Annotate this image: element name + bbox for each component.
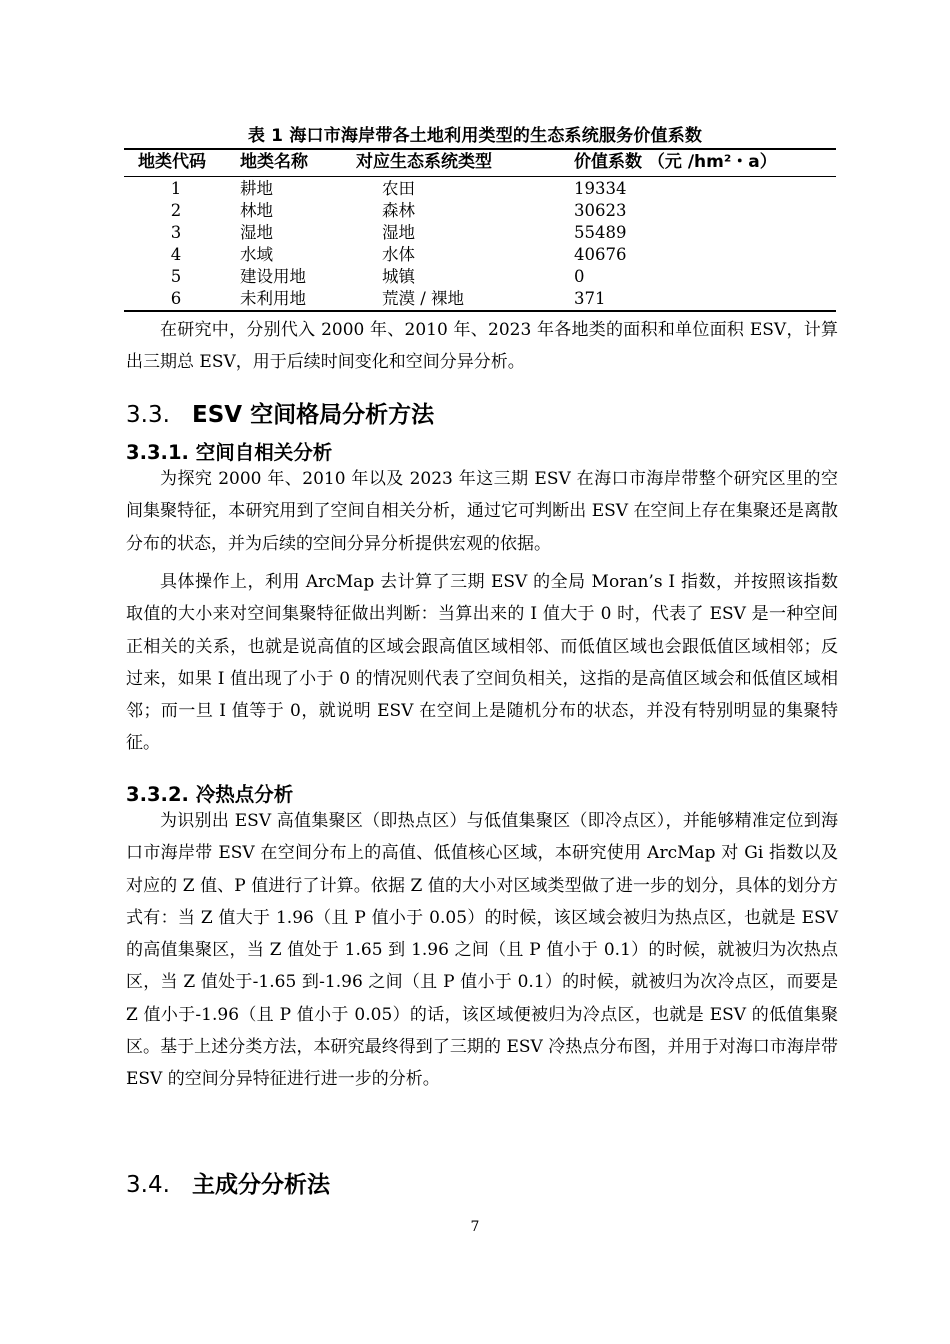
cell-ecosystem: 农田 [382,179,415,198]
cell-code: 4 [170,245,182,264]
cell-ecosystem: 森林 [382,201,415,220]
section-number: 3.3. [126,402,170,428]
subsection-heading-3-3-2: 3.3.2. 冷热点分析 [126,783,294,806]
cell-name: 建设用地 [240,267,306,286]
paragraph-hotspot-analysis: 为识别出 ESV 高值集聚区（即热点区）与低值集聚区（即冷点区），并能够精准定位到海口市海岸带 ESV 在空间分布上的高值、低值核心区域，本研究使用 ArcMap 对 Gi 指数以及对应的 Z 值、P 值进行了计算。依据 Z 值的大小对区域类型做了进一步的划分，具体的划分方式有：当 Z 值大于 1.96（且 P 值小于 0.05）的时候，该区域会被归为热点区，也就是 ESV 的高值集聚区，当 Z 值处于 1.65 到 1.96 之间（且 P 值小于 0.1）的时候，就被归为次热点区，当 Z 值处于-1.65 到-1.96 之间（且 P 值小于 0.1）的时候，就被归为次冷点区，而要是 Z 值小于-1.96（且 P 值小于 0.05）的话，该区域便被归为冷点区，也就是 ESV 的低值集聚区。基于上述分类方法，本研究最终得到了三期的 ESV 冷热点分布图，并用于对海口市海岸带 ESV 的空间分异特征进行进一步的分析。 [126,811,838,1090]
section-title: ESV 空间格局分析方法 [192,402,435,428]
cell-name: 湿地 [240,223,273,242]
section-number: 3.4. [126,1172,170,1198]
cell-value: 19334 [574,179,627,198]
cell-value: 40676 [574,245,627,264]
table-row [124,200,836,222]
cell-ecosystem: 城镇 [382,267,415,286]
cell-ecosystem: 荒漠 / 裸地 [382,289,465,308]
cell-value: 0 [574,267,585,286]
table-header-row [124,151,836,173]
table-row [124,244,836,266]
header-ecosystem-type: 对应生态系统类型 [356,152,492,172]
paragraph-esv-calculation: 在研究中，分别代入 2000 年、2010 年、2023 年各地类的面积和单位面积 ESV，计算出三期总 ESV，用于后续时间变化和空间分异分析。 [126,320,838,373]
subsection-heading-3-3-1: 3.3.1. 空间自相关分析 [126,441,333,464]
cell-name: 耕地 [240,179,273,198]
cell-code: 1 [170,179,182,198]
section-heading-3-3 [126,396,434,429]
cell-code: 5 [170,267,182,286]
table-row [124,178,836,200]
table-top-rule [124,148,836,150]
header-land-name: 地类名称 [240,152,308,172]
table-caption: 表 1 海口市海岸带各土地利用类型的生态系统服务价值系数 [247,126,703,146]
cell-value: 55489 [574,223,627,242]
paragraph-morans-i: 具体操作上，利用 ArcMap 去计算了三期 ESV 的全局 Moran’s I 指数，并按照该指数取值的大小来对空间集聚特征做出判断：当算出来的 I 值大于 0 时，代表了 ESV 是一种空间正相关的关系，也就是说高值的区域会跟高值区域相邻、而低值区域也会跟低值区域相邻；反过来，如果 I 值出现了小于 0 的情况则代表了空间负相关，这指的是高值区域会和低值区域相邻；而一旦 I 值等于 0，就说明 ESV 在空间上是随机分布的状态，并没有特别明显的集聚特征。 [126,572,838,754]
section-heading-3-4 [126,1166,330,1199]
table-header-rule [124,176,836,177]
cell-value: 30623 [574,201,627,220]
table-row [124,266,836,288]
cell-ecosystem: 水体 [382,245,415,264]
cell-name: 未利用地 [240,289,306,308]
table-row [124,288,836,310]
cell-code: 6 [170,289,182,308]
header-land-code: 地类代码 [138,152,206,172]
table-row [124,222,836,244]
cell-value: 371 [574,289,606,308]
page-number: 7 [470,1219,480,1235]
header-value-coefficient: 价值系数 （元 /hm²・a） [574,152,777,172]
cell-ecosystem: 湿地 [382,223,415,242]
section-title: 主成分分析法 [192,1172,330,1198]
cell-name: 林地 [240,201,273,220]
cell-code: 2 [170,201,182,220]
cell-code: 3 [170,223,182,242]
paragraph-spatial-autocorrelation: 为探究 2000 年、2010 年以及 2023 年这三期 ESV 在海口市海岸带整个研究区里的空间集聚特征，本研究用到了空间自相关分析，通过它可判断出 ESV 在空间上存在集聚还是离散分布的状态，并为后续的空间分异分析提供宏观的依据。 [126,469,838,554]
table-bottom-rule [124,310,836,312]
cell-name: 水域 [240,245,273,264]
